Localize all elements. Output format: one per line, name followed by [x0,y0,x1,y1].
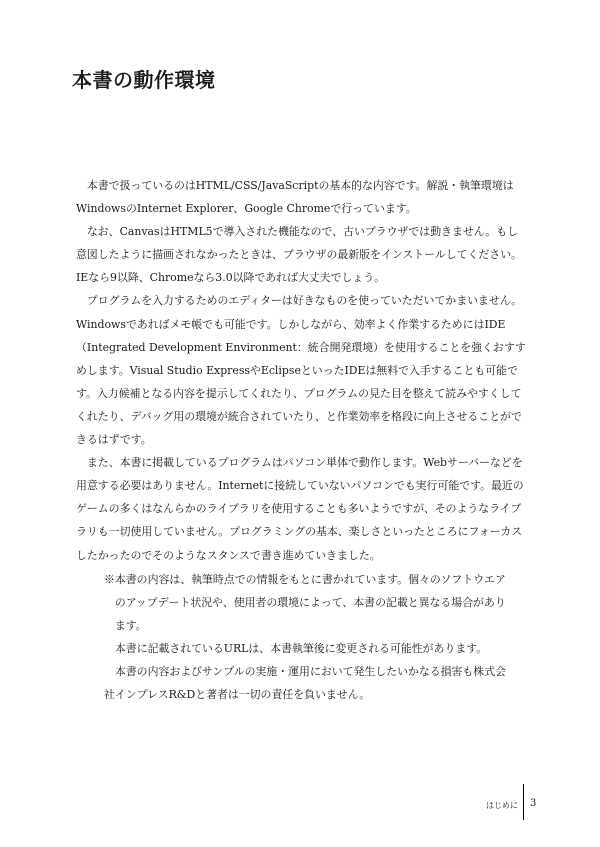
paragraph: なお、CanvasはHTML5で導入された機能なので、古いブラウザでは動きません。もし意図したように描画されなかったときは、ブラウザの最新版をインストールしてください。IEなら9以降、Chromeなら3.0以降であれば大丈夫でしょう。 [76,225,522,285]
paragraph: 本書で扱っているのはHTML/CSS/JavaScriptの基本的な内容です。解説・執筆環境はWindowsのInternet Explorer、Google Chromeで行っています。 [76,179,514,216]
paragraph: また、本書に掲載しているプログラムはパソコン単体で動作します。Webサーバーなどを用意する必要はありません。Internetに接続していないパソコンでも実行可能です。最近のゲームの多くはなんらかのライブラリを使用することも多いようですが、そのようなライブラリも一切使用していません。プログラミングの基本、楽しさといったところにフォーカスしたかったのでそのようなスタンスで書き進めていきました。 [76,456,524,562]
note: 本書の内容およびサンプルの実施・運用において発生したいかなる損害も株式会社インプレスR&Dと著者は一切の責任を負いません。 [104,665,506,702]
paragraph: プログラムを入力するためのエディターは好きなものを使っていただいてかまいません。Windowsであればメモ帳でも可能です。しかしながら、効率よく作業するためにはIDE（Integrated Development Environment：統合開発環境）を使用することを強くおすすめします。Visual Studio ExpressやEclipseといったIDEは無料で入手することも可能です。入力候補となる内容を提示してくれたり、プログラムの見た目を整えて読みやすくしてくれたり、デバッグ用の環境が統合されていたり、と作業効率を格段に向上させることができるはずです。 [76,294,526,447]
note: 本書に記載されているURLは、本書執筆後に変更される可能性があります。 [114,642,488,656]
chapter-label: はじめに [486,801,518,810]
note: ※本書の内容は、執筆時点での情報をもとに書かれています。個々のソフトウエアのアップデート状況や、使用者の環境によって、本書の記載と異なる場合があります。 [104,573,506,633]
body-text [76,174,528,567]
disclaimer-notes [76,568,516,707]
page-number: 3 [530,798,537,809]
footer-divider [523,784,524,820]
page-title: 本書の動作環境 [72,68,216,92]
